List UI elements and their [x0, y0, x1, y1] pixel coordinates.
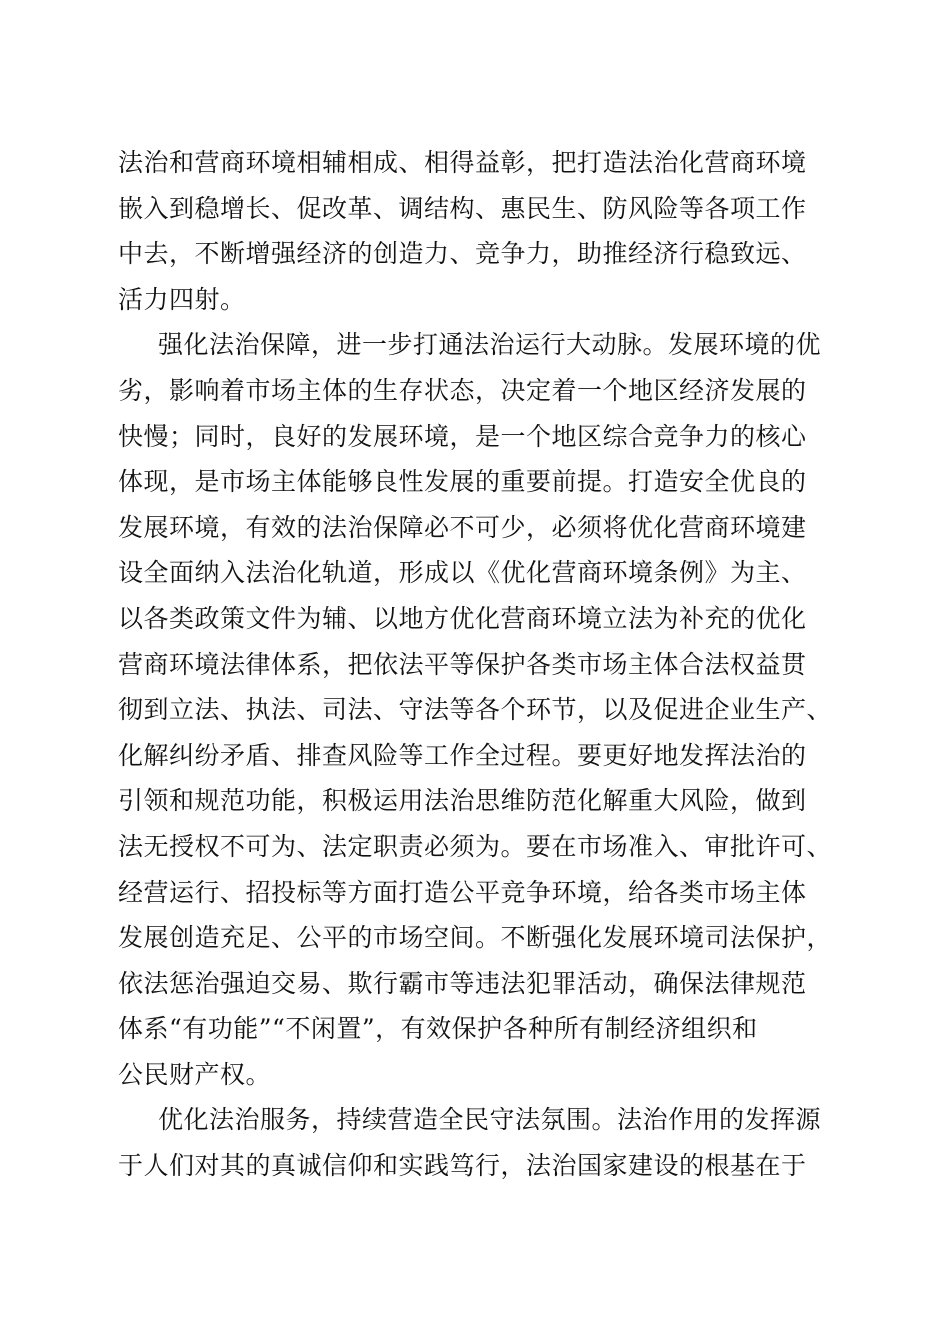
text-line: 引领和规范功能，积极运用法治思维防范化解重大风险，做到 [118, 786, 807, 816]
text-line: 以各类政策文件为辅、以地方优化营商环境立法为补充的优化 [118, 603, 807, 633]
text-line: 劣，影响着市场主体的生存状态，决定着一个地区经济发展的 [118, 375, 807, 405]
text-line: 设全面纳入法治化轨道，形成以《优化营商环境条例》为主、 [118, 558, 807, 588]
text-line: 中去，不断增强经济的创造力、竞争力，助推经济行稳致远、 [118, 239, 807, 269]
text-line: 嵌入到稳增长、促改革、调结构、惠民生、防风险等各项工作 [118, 193, 807, 223]
text-line: 依法惩治强迫交易、欺行霸市等违法犯罪活动，确保法律规范 [118, 968, 807, 998]
text-line: 法治和营商环境相辅相成、相得益彰，把打造法治化营商环境 [118, 148, 807, 177]
text-line: 化解纠纷矛盾、排查风险等工作全过程。要更好地发挥法治的 [118, 740, 807, 770]
text-line: 法无授权不可为、法定职责必须为。要在市场准入、审批许可、 [118, 831, 833, 861]
body-text [118, 140, 838, 1189]
text-line: 于人们对其的真诚信仰和实践笃行，法治国家建设的根基在于 [118, 1151, 807, 1181]
text-line: 发展环境，有效的法治保障必不可少，必须将优化营商环境建 [118, 512, 807, 542]
text-line: 体系“有功能”“不闲置”，有效保护各种所有制经济组织和 [118, 1014, 758, 1044]
text-line: 快慢；同时，良好的发展环境，是一个地区综合竞争力的核心 [118, 421, 807, 451]
text-line: 体现，是市场主体能够良性发展的重要前提。打造安全优良的 [118, 467, 807, 497]
paragraph-start-line: 强化法治保障，进一步打通法治运行大动脉。发展环境的优 [158, 330, 822, 360]
text-line: 彻到立法、执法、司法、守法等各个环节，以及促进企业生产、 [118, 695, 833, 725]
text-line: 经营运行、招投标等方面打造公平竞争环境，给各类市场主体 [118, 877, 807, 907]
text-line: 营商环境法律体系，把依法平等保护各类市场主体合法权益贯 [118, 649, 807, 679]
text-line: 活力四射。 [118, 284, 246, 314]
text-line: 公民财产权。 [118, 1059, 272, 1089]
text-line: 发展创造充足、公平的市场空间。不断强化发展环境司法保护， [118, 923, 833, 953]
paragraph-start-line: 优化法治服务，持续营造全民守法氛围。法治作用的发挥源 [158, 1105, 822, 1135]
